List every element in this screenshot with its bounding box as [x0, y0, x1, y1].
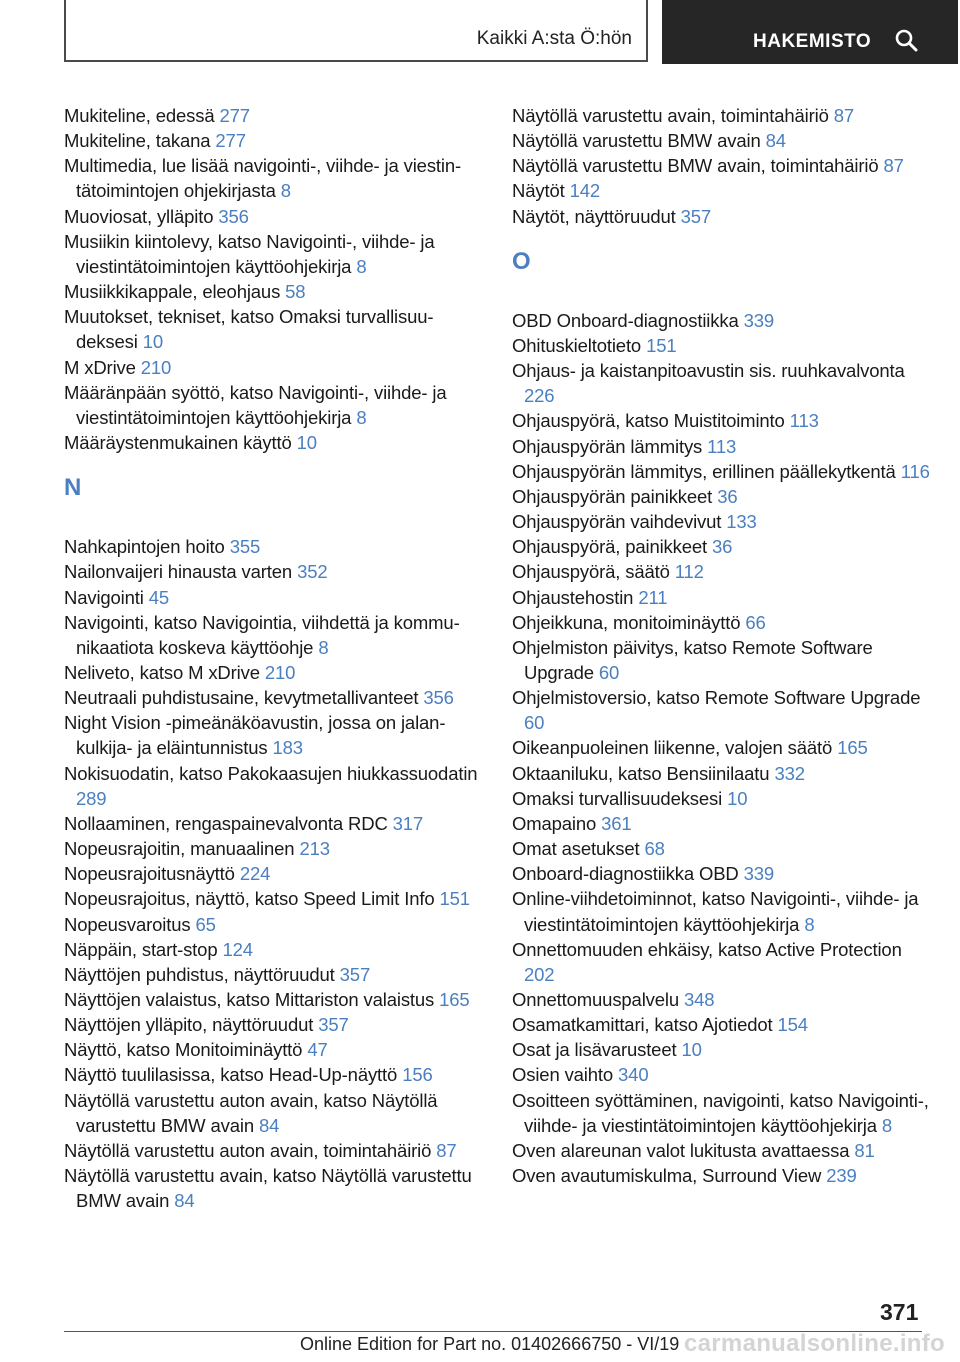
page-link[interactable]: 317 — [392, 812, 424, 834]
edition-footer: Online Edition for Part no. 01402666750 - VI/19 — [300, 1334, 680, 1354]
index-entry-text: Ohjauspyörä, säätö — [512, 561, 670, 583]
page-link[interactable]: 224 — [239, 863, 271, 885]
section-letter: N — [64, 474, 82, 502]
index-entry-text: Näyttöjen ylläpito, näyttöruudut — [64, 1014, 314, 1036]
index-entry — [64, 610, 484, 660]
index-entry-text: Ohjaustehostin — [512, 586, 634, 608]
index-entry-text: Muoviosat, ylläpito — [64, 205, 214, 227]
index-entry-text: M xDrive — [64, 356, 136, 378]
index-entry-text: Oikeanpuoleinen liikenne, valojen säätö — [512, 737, 833, 759]
tab-a-to-z[interactable] — [64, 0, 648, 62]
index-entry — [512, 559, 932, 584]
page-link[interactable]: 65 — [195, 913, 216, 935]
index-entry-text: Neutraali puhdistusaine, kevytmetallivanteet — [64, 687, 419, 709]
watermark: carmanualsonline.info — [684, 1330, 946, 1357]
page-link[interactable]: 36 — [717, 485, 738, 507]
index-entry — [512, 811, 932, 836]
index-entry-text: Näytöllä varustettu BMW avain — [512, 130, 761, 152]
index-entry — [512, 610, 932, 635]
index-entry — [512, 937, 932, 987]
index-entry — [512, 1088, 932, 1138]
page-link[interactable]: 112 — [674, 561, 704, 583]
index-entry-text: Navigointi, katso Navigointia, viihdettä ja kommunikaatiota koskeva käyttöohje — [64, 611, 460, 658]
index-entry — [512, 861, 932, 886]
index-entry — [512, 987, 932, 1012]
index-entry — [64, 559, 484, 584]
index-entry — [512, 153, 932, 178]
index-entry — [512, 103, 932, 128]
index-entry — [64, 987, 484, 1012]
index-entry — [64, 1088, 484, 1138]
index-entry — [64, 886, 484, 911]
index-entry-text: Ohjelmistoversio, katso Remote Software Upgrade — [512, 687, 921, 709]
page-link[interactable]: 165 — [439, 989, 470, 1010]
index-entry-text: Nollaaminen, rengaspainevalvonta RDC — [64, 812, 388, 834]
tab-a-to-z-label: Kaikki A:sta Ö:hön — [476, 28, 632, 49]
index-entry-text: Näytöllä varustettu auton avain, toimintahäiriö — [64, 1139, 432, 1161]
index-entry — [64, 1062, 484, 1087]
index-entry — [512, 585, 932, 610]
page-link[interactable]: 151 — [646, 334, 677, 356]
page-link[interactable]: 355 — [229, 536, 261, 558]
index-entry-text: Navigointi — [64, 586, 144, 608]
page-link[interactable]: 357 — [680, 205, 712, 227]
page-link[interactable]: 87 — [883, 155, 904, 177]
page-link[interactable]: 277 — [215, 130, 246, 152]
index-entry-text: Omat asetukset — [512, 838, 640, 860]
index-entry-text: Ohjauspyörän vaihdevivut — [512, 511, 722, 533]
index-entry-text: Nahkapintojen hoito — [64, 536, 225, 558]
index-entry — [512, 178, 932, 203]
index-entry-text: Määränpään syöttö, katso Navigointi-, viihde- ja viestintätoimintojen käyttöohjekirja — [64, 381, 447, 428]
index-entry-text: Musiikin kiintolevy, katso Navigointi-, viihde- ja viestintätoimintojen käyttöohjekirja — [64, 230, 435, 277]
index-entry — [64, 1012, 484, 1037]
page-link[interactable]: 340 — [618, 1064, 649, 1086]
index-entry-text: Nopeusrajoitin, manuaalinen — [64, 838, 295, 860]
index-entry-text: Ohjeikkuna, monitoiminäyttö — [512, 611, 741, 633]
index-entry — [512, 786, 932, 811]
index-entry — [64, 861, 484, 886]
tab-index-label: HAKEMISTO — [753, 31, 872, 52]
index-entry-text: Näytöt, näyttöruudut — [512, 205, 676, 227]
page-link[interactable]: 84 — [258, 1114, 280, 1136]
page-link[interactable]: 10 — [296, 432, 317, 454]
page-link[interactable]: 210 — [264, 661, 296, 683]
index-entry-text: Näytöllä varustettu auton avain, katso Näytöllä varustettu BMW avain — [64, 1089, 438, 1136]
index-entry-text: Nopeusrajoitusnäyttö — [64, 863, 235, 885]
index-entry-text: Nopeusrajoitus, näyttö, katso Speed Limit Info — [64, 888, 435, 910]
index-entry-text: Osoitteen syöttäminen, navigointi, katso Navigointi-, viihde- ja viestintätoimintojen käyttöohjekirja — [512, 1089, 929, 1136]
page-link[interactable]: 357 — [318, 1014, 349, 1036]
page-link[interactable]: 339 — [743, 309, 775, 331]
index-entry — [512, 1062, 932, 1087]
index-entry — [512, 408, 932, 433]
index-entry-text: Ohjauspyörä, painikkeet — [512, 536, 708, 558]
index-column-right — [512, 103, 932, 1188]
index-entry — [512, 358, 932, 408]
index-entry-text: Oven avautumiskulma, Surround View — [512, 1165, 822, 1187]
index-entry — [512, 1138, 932, 1163]
index-entry — [512, 484, 932, 509]
index-entry-text: Ohjauspyörän lämmitys, erillinen päällekytkentä — [512, 460, 896, 482]
page-link[interactable]: 8 — [318, 636, 329, 658]
index-entry-text: Näppäin, start-stop — [64, 938, 218, 960]
index-entry-text: Omaksi turvallisuudeksesi — [512, 787, 723, 809]
index-entry — [512, 434, 932, 459]
index-entry-text: Ohjaus- ja kaistanpitoavustin sis. ruuhkavalvonta — [512, 360, 905, 382]
page-link[interactable]: 357 — [339, 963, 371, 985]
index-entry — [64, 585, 484, 610]
page-link[interactable]: 60 — [598, 661, 620, 683]
index-entry-text: Näyttö tuulilasissa, katso Head-Up-näyttö — [64, 1064, 398, 1086]
index-entry-text: Ohituskieltotieto — [512, 334, 642, 356]
index-entry-text: Oven alareunan valot lukitusta avattaessa — [512, 1139, 850, 1161]
index-entry-text: Näytöllä varustettu avain, toimintahäiriö — [512, 105, 829, 126]
index-entry-text: Näytöllä varustettu avain, katso Näytöllä varustettu BMW avain — [64, 1165, 472, 1212]
page-link[interactable]: 356 — [218, 205, 249, 227]
index-entry — [512, 685, 932, 735]
index-entry — [64, 660, 484, 685]
index-entry-text: Onnettomuuspalvelu — [512, 989, 679, 1010]
index-entry — [512, 1037, 932, 1062]
index-entry — [512, 1163, 932, 1188]
page-link[interactable]: 124 — [222, 938, 253, 960]
index-entry-text: Nokisuodatin, katso Pakokaasujen hiukkassuodatin — [64, 762, 478, 784]
index-entry — [512, 761, 932, 786]
index-entry — [64, 811, 484, 836]
search-icon — [895, 29, 919, 53]
index-entry — [64, 128, 484, 153]
page-link[interactable]: 66 — [745, 611, 766, 633]
page-link[interactable]: 10 — [681, 1039, 702, 1061]
index-entry — [512, 128, 932, 153]
page-link[interactable]: 10 — [142, 331, 163, 353]
index-entry — [64, 685, 484, 710]
index-entry — [64, 761, 484, 811]
page-link[interactable]: 151 — [439, 888, 470, 910]
page-link[interactable]: 165 — [837, 737, 868, 759]
index-entry — [64, 153, 484, 203]
page-link[interactable]: 60 — [524, 712, 545, 734]
index-entry — [64, 937, 484, 962]
index-entry-text: Multimedia, lue lisää navigointi-, viihde- ja viestintätoimintojen ohjekirjasta — [64, 155, 462, 202]
page-link[interactable]: 87 — [833, 105, 855, 126]
page-link[interactable]: 211 — [638, 586, 668, 608]
index-entry-text: Nailonvaijeri hinausta varten — [64, 561, 293, 583]
page-link[interactable]: 226 — [524, 385, 555, 407]
page-link[interactable]: 202 — [524, 963, 555, 985]
page-link[interactable]: 352 — [297, 561, 328, 583]
index-entry-text: Osien vaihto — [512, 1064, 614, 1086]
index-entry-text: Ohjauspyörän lämmitys — [512, 435, 703, 457]
index-entry-text: Ohjauspyörä, katso Muistitoiminto — [512, 410, 785, 432]
index-entry — [64, 1037, 484, 1062]
index-entry-text: Mukiteline, takana — [64, 130, 211, 152]
index-entry-text: Muutokset, tekniset, katso Omaksi turvallisuudeksesi — [64, 306, 434, 353]
index-entry-text: Mukiteline, edessä — [64, 105, 215, 126]
index-entry — [64, 836, 484, 861]
page-link[interactable]: 332 — [774, 762, 805, 784]
index-entry — [64, 229, 484, 279]
index-entry — [64, 1138, 484, 1163]
index-entry — [64, 304, 484, 354]
page-number: 371 — [880, 1299, 919, 1325]
page-link[interactable]: 133 — [726, 511, 757, 533]
page-link[interactable]: 36 — [712, 536, 733, 558]
index-entry-text: Nopeusvaroitus — [64, 913, 191, 935]
index-entry-text: OBD Onboard-diagnostiikka — [512, 309, 739, 331]
page-link[interactable]: 58 — [285, 281, 306, 303]
page-link[interactable]: 361 — [601, 812, 632, 834]
index-entry — [512, 534, 932, 559]
page-link[interactable]: 183 — [272, 737, 303, 759]
index-entry — [64, 103, 484, 128]
index-entry — [512, 509, 932, 534]
index-entry — [64, 279, 484, 304]
page-link[interactable]: 45 — [148, 586, 170, 608]
page-link[interactable]: 81 — [854, 1139, 875, 1161]
index-entry — [64, 710, 484, 760]
index-entry — [512, 308, 932, 333]
index-entry-text: Oktaaniluku, katso Bensiinilaatu — [512, 762, 770, 784]
index-entry-text: Night Vision -pimeänäköavustin, jossa on jalankulkija- ja eläintunnistus — [64, 712, 446, 759]
index-entry-text: Osamatkamittari, katso Ajotiedot — [512, 1014, 773, 1036]
page-link[interactable]: 210 — [140, 356, 172, 378]
tab-index[interactable] — [662, 0, 958, 64]
page-link[interactable]: 348 — [684, 989, 715, 1010]
index-entry-text: Neliveto, katso M xDrive — [64, 661, 260, 683]
index-entry-text: Näyttö, katso Monitoiminäyttö — [64, 1039, 303, 1061]
page-link[interactable]: 156 — [402, 1064, 433, 1086]
page-link[interactable]: 213 — [299, 838, 330, 860]
index-column-left — [64, 103, 484, 1213]
index-entry-text: Ohjelmiston päivitys, katso Remote Software Upgrade — [512, 636, 873, 683]
index-entry-text: Näytöllä varustettu BMW avain, toimintahäiriö — [512, 155, 879, 177]
page-link[interactable]: 84 — [174, 1190, 195, 1212]
page-link[interactable]: 113 — [789, 410, 819, 432]
index-entry — [512, 886, 932, 936]
index-entry-text: Ohjauspyörän painikkeet — [512, 485, 713, 507]
page-link[interactable]: 142 — [569, 180, 600, 202]
page-link[interactable]: 277 — [219, 105, 250, 126]
page-link[interactable]: 84 — [765, 130, 786, 152]
index-entry-text: Osat ja lisävarusteet — [512, 1039, 677, 1061]
index-entry-text: Onnettomuuden ehkäisy, katso Active Protection — [512, 938, 902, 960]
page-link[interactable]: 8 — [804, 913, 815, 935]
index-entry — [512, 735, 932, 760]
index-entry-text: Omapaino — [512, 812, 597, 834]
top-navigation — [64, 0, 958, 64]
page-link[interactable]: 87 — [436, 1139, 457, 1161]
page-link[interactable]: 10 — [727, 787, 748, 809]
index-entry — [64, 912, 484, 937]
section-letter: O — [512, 247, 531, 275]
index-entry — [64, 355, 484, 380]
index-entry-text: Näytöt — [512, 180, 565, 202]
page-link[interactable]: 239 — [826, 1165, 857, 1187]
index-entry — [512, 635, 932, 685]
index-entry-text: Onboard-diagnostiikka OBD — [512, 863, 739, 885]
page-link[interactable]: 8 — [356, 255, 367, 277]
index-entry-text: Määräystenmukainen käyttö — [64, 432, 292, 454]
page-link[interactable]: 8 — [356, 406, 367, 428]
page-link[interactable]: 356 — [423, 687, 454, 709]
index-entry — [512, 1012, 932, 1037]
page-link[interactable]: 8 — [881, 1114, 892, 1136]
index-entry-text: Näyttöjen puhdistus, näyttöruudut — [64, 963, 335, 985]
index-entry — [64, 1163, 484, 1213]
page-link[interactable]: 289 — [76, 787, 107, 809]
index-entry — [512, 204, 932, 229]
index-entry — [64, 962, 484, 987]
page-link[interactable]: 68 — [644, 838, 665, 860]
index-entry — [64, 534, 484, 559]
index-entry — [64, 204, 484, 229]
index-entry-text: Musiikkikappale, eleohjaus — [64, 281, 281, 303]
page-link[interactable]: 113 — [707, 435, 737, 457]
page-link[interactable]: 339 — [743, 863, 775, 885]
index-entry — [512, 333, 932, 358]
index-entry — [512, 459, 932, 484]
page-link[interactable]: 47 — [307, 1039, 328, 1061]
index-entry — [512, 836, 932, 861]
page-link[interactable]: 8 — [280, 180, 291, 202]
index-entry — [64, 430, 484, 455]
index-entry-text: Näyttöjen valaistus, katso Mittariston valaistus — [64, 989, 435, 1010]
page-link[interactable]: 154 — [777, 1014, 808, 1036]
index-entry-text: Online-viihdetoiminnot, katso Navigointi-, viihde- ja viestintätoimintojen käyttöohjekirja — [512, 888, 919, 935]
index-entry — [64, 380, 484, 430]
page-link[interactable]: 116 — [900, 460, 930, 482]
